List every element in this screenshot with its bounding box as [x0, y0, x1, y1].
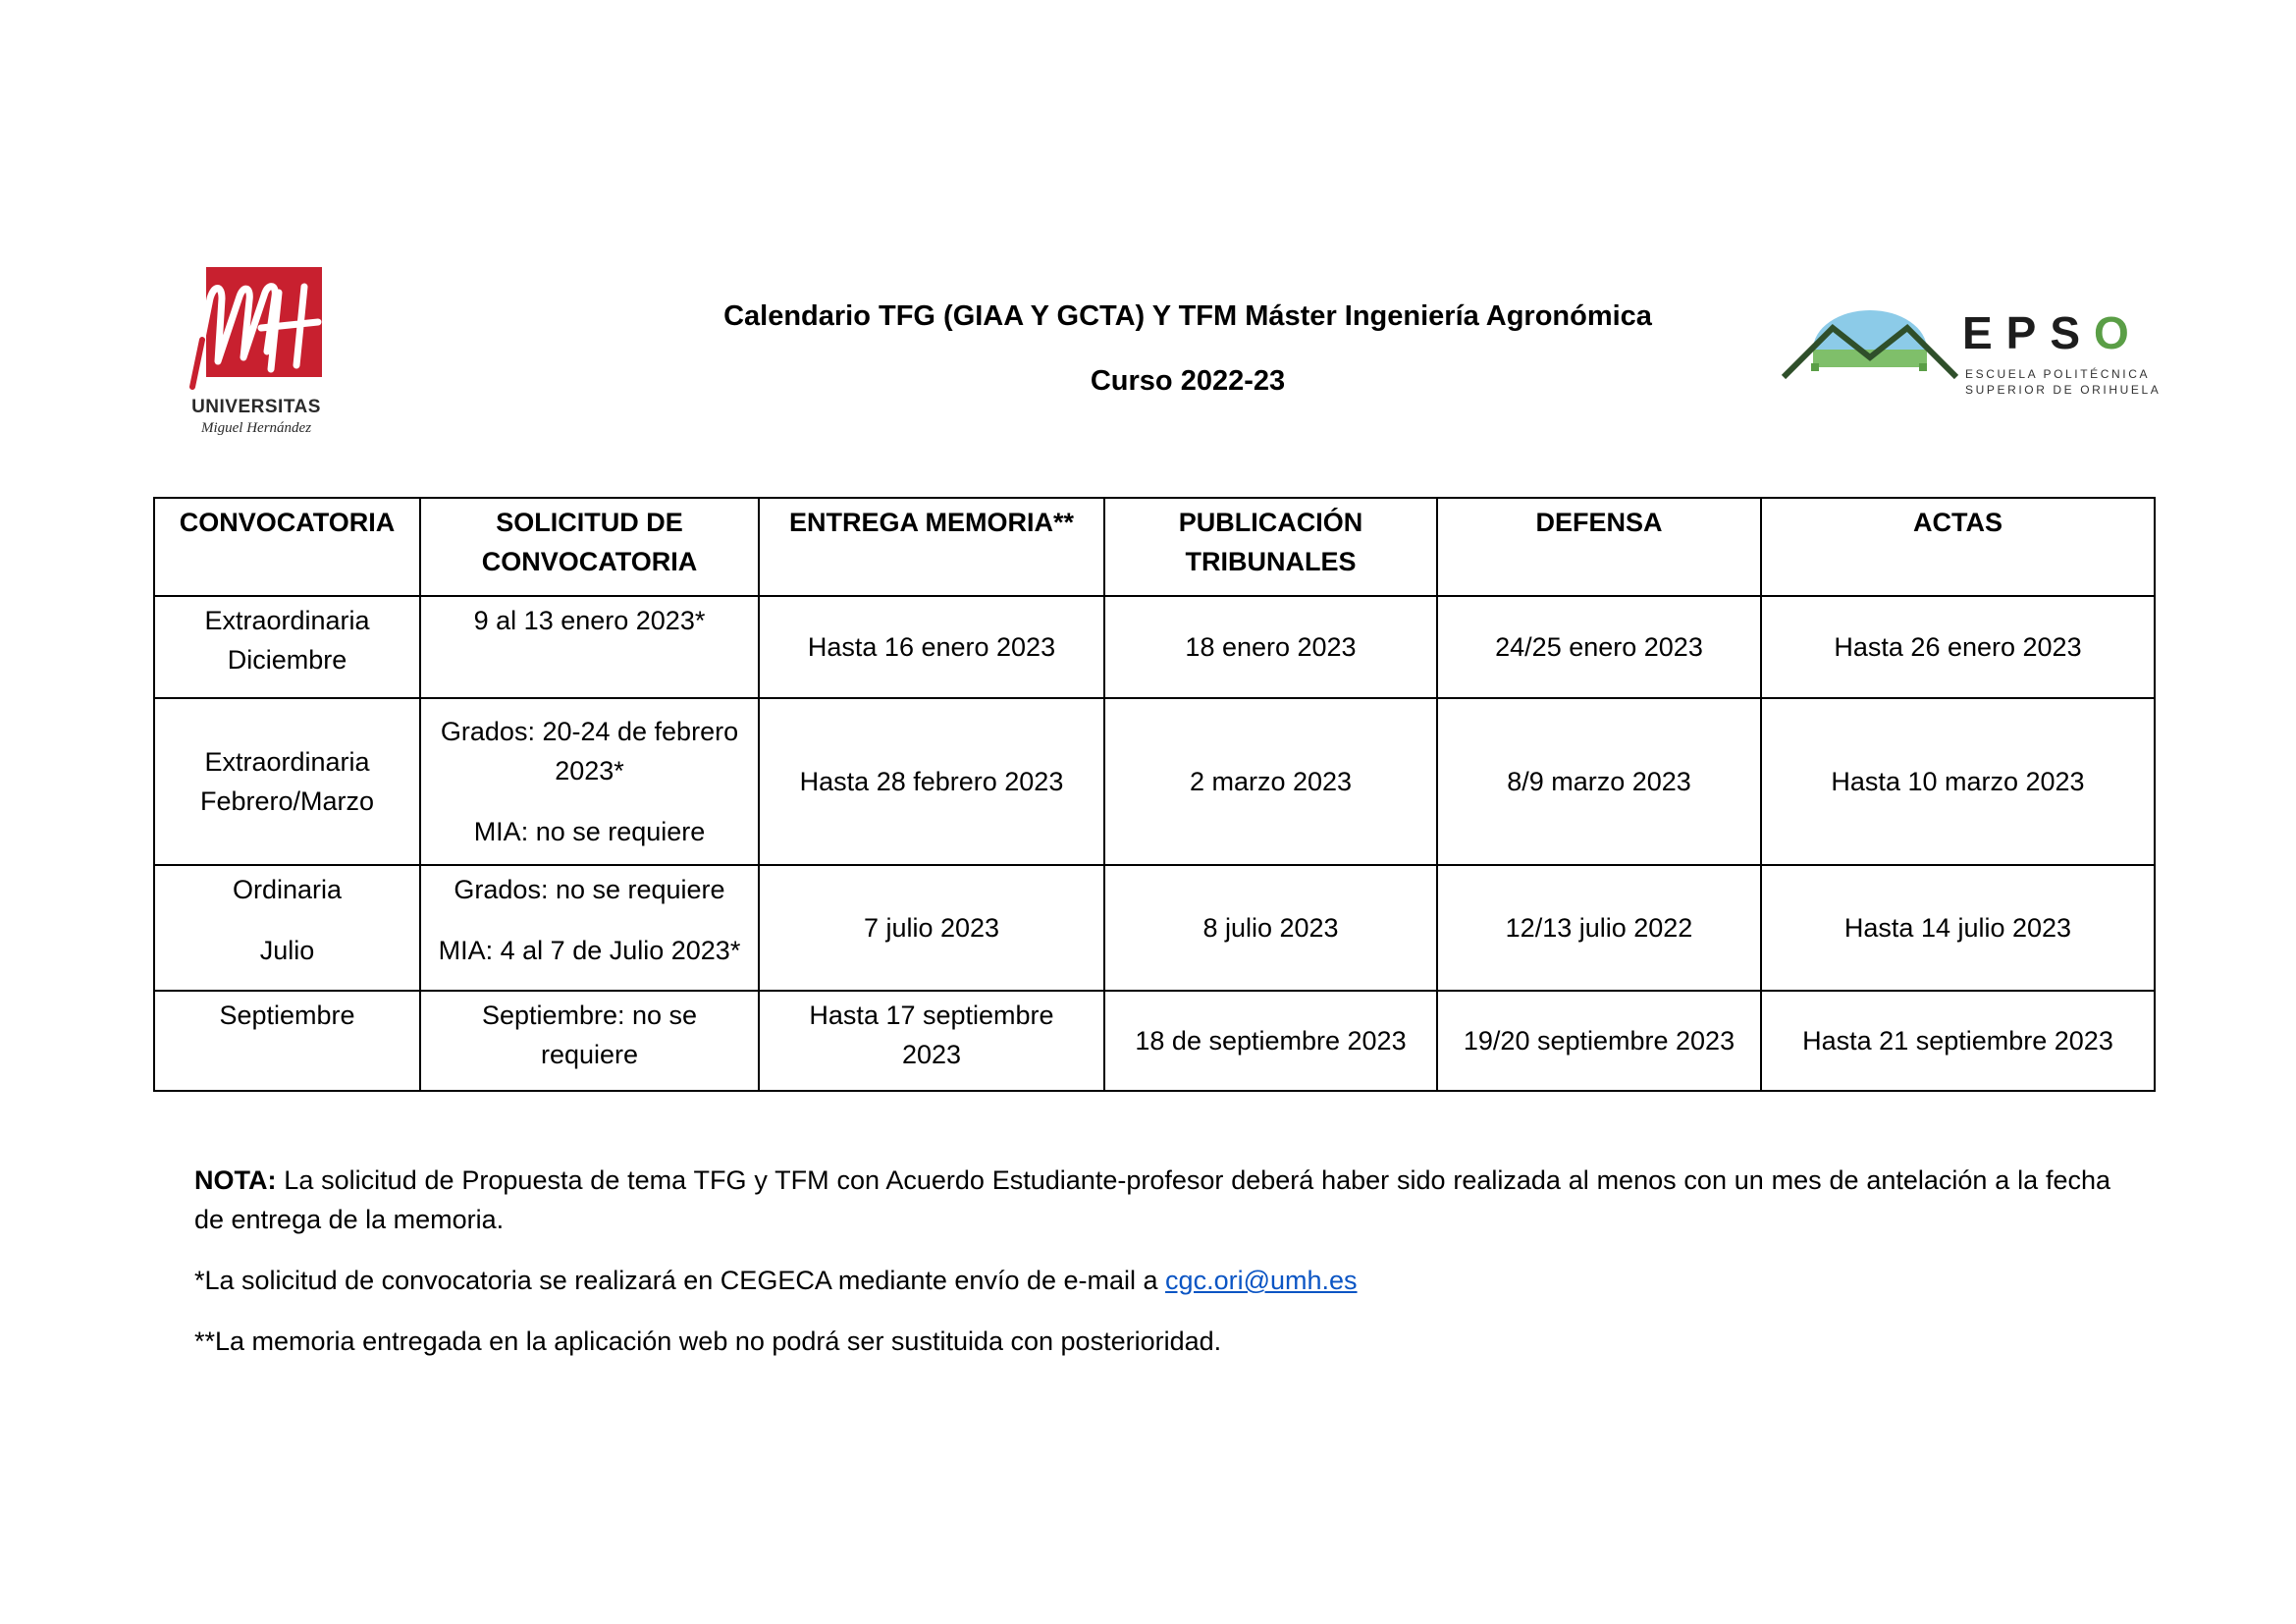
cell-text: 2023 — [901, 1040, 962, 1069]
note-solicitud-text: *La solicitud de convocatoria se realizará en CEGECA mediante envío de e-mail a — [194, 1266, 1166, 1295]
cell-text: MIA: no se requiere — [473, 817, 706, 846]
cell-actas — [1761, 865, 2155, 991]
cell-defensa — [1437, 865, 1761, 991]
header-actas — [1761, 498, 2155, 596]
cell-text: Grados: 20-24 de febrero — [440, 717, 739, 746]
header-text: ACTAS — [1913, 508, 2002, 537]
cell-text: Hasta 28 febrero 2023 — [799, 767, 1064, 796]
header-text: TRIBUNALES — [1185, 547, 1357, 576]
header-publicacion — [1104, 498, 1437, 596]
cell-publicacion — [1104, 991, 1437, 1091]
calendar-table — [153, 497, 2156, 1092]
epso-letter-o: O — [2094, 307, 2143, 358]
cell-actas — [1761, 698, 2155, 865]
note-nota-text: La solicitud de Propuesta de tema TFG y TFM con Acuerdo Estudiante-profesor deberá haber sido realizada al menos con un mes de antelación a la fecha de entrega de la memoria. — [194, 1165, 2110, 1234]
cell-text: 2 marzo 2023 — [1189, 767, 1353, 796]
cell-defensa — [1437, 991, 1761, 1091]
cell-text: Hasta 14 julio 2023 — [1843, 913, 2072, 943]
cell-publicacion — [1104, 698, 1437, 865]
epso-logo — [1782, 306, 2162, 405]
header-text: CONVOCATORIA — [481, 547, 698, 576]
umh-logo-miguel-hernandez: Miguel Hernández — [200, 420, 312, 436]
cell-entrega — [759, 698, 1104, 865]
cell-text: Extraordinaria — [204, 747, 370, 777]
note-solicitud — [194, 1261, 2110, 1300]
epso-logo-line2: SUPERIOR DE ORIHUELA — [1965, 383, 2162, 397]
cell-solicitud — [420, 865, 759, 991]
cell-text: MIA: 4 al 7 de Julio 2023* — [438, 936, 741, 965]
header-text: PUBLICACIÓN — [1178, 508, 1363, 537]
page-title: Calendario TFG (GIAA Y GCTA) Y TFM Máster Ingeniería Agronómica — [723, 300, 1652, 332]
cell-text: 12/13 julio 2022 — [1505, 913, 1693, 943]
cell-solicitud — [420, 596, 759, 698]
epso-logo-letters — [1962, 306, 2143, 359]
cell-convocatoria — [154, 991, 420, 1091]
header-convocatoria — [154, 498, 420, 596]
cell-actas — [1761, 991, 2155, 1091]
cell-text: Hasta 16 enero 2023 — [807, 632, 1056, 662]
cell-entrega — [759, 991, 1104, 1091]
notes-section — [194, 1161, 2110, 1382]
header-text: CONVOCATORIA — [179, 508, 396, 537]
cell-text: Grados: no se requiere — [454, 875, 725, 904]
cell-publicacion — [1104, 865, 1437, 991]
header-text: SOLICITUD DE — [496, 508, 683, 537]
cell-solicitud — [420, 698, 759, 865]
cell-text: 8/9 marzo 2023 — [1507, 767, 1691, 796]
cell-convocatoria — [154, 698, 420, 865]
cell-text: Hasta 17 septiembre — [809, 1001, 1054, 1030]
page-subtitle: Curso 2022-23 — [1090, 365, 1286, 397]
cell-text: Hasta 26 enero 2023 — [1834, 632, 2082, 662]
umh-logo-mark — [188, 267, 324, 393]
cell-text: Extraordinaria — [204, 606, 370, 635]
cell-actas — [1761, 596, 2155, 698]
cell-text: Ordinaria — [232, 875, 343, 904]
cell-defensa — [1437, 596, 1761, 698]
cell-text: requiere — [540, 1040, 639, 1069]
umh-logo-universitas: UNIVERSITAS — [191, 397, 321, 417]
cell-text: Septiembre: no se — [481, 1001, 698, 1030]
table-row — [154, 991, 2155, 1091]
cell-text: 19/20 septiembre 2023 — [1463, 1026, 1735, 1056]
cell-text: 18 enero 2023 — [1185, 632, 1357, 662]
cell-text: Diciembre — [227, 645, 347, 675]
cell-text: 18 de septiembre 2023 — [1135, 1026, 1407, 1056]
epso-logo-line1: ESCUELA POLITÉCNICA — [1965, 367, 2151, 381]
epso-logo-mark — [1782, 306, 1958, 385]
umh-logo — [183, 267, 330, 439]
cell-text: Septiembre — [219, 1001, 355, 1030]
cell-publicacion — [1104, 596, 1437, 698]
cell-text: 7 julio 2023 — [863, 913, 1000, 943]
cell-text: Febrero/Marzo — [199, 786, 375, 816]
table-header-row — [154, 498, 2155, 596]
cell-convocatoria — [154, 596, 420, 698]
note-nota — [194, 1161, 2110, 1239]
cell-entrega — [759, 865, 1104, 991]
cell-text: Hasta 21 septiembre 2023 — [1802, 1026, 2113, 1056]
header-text: ENTREGA MEMORIA** — [788, 508, 1074, 537]
table-row — [154, 865, 2155, 991]
cell-text: 9 al 13 enero 2023* — [473, 606, 706, 635]
note-memoria — [194, 1322, 2110, 1361]
cell-entrega — [759, 596, 1104, 698]
header-entrega-memoria — [759, 498, 1104, 596]
email-link[interactable]: cgc.ori@umh.es — [1165, 1266, 1358, 1295]
cell-text: Hasta 10 marzo 2023 — [1831, 767, 2085, 796]
cell-text: 8 julio 2023 — [1202, 913, 1339, 943]
cell-convocatoria — [154, 865, 420, 991]
cell-defensa — [1437, 698, 1761, 865]
cell-text: 2023* — [555, 756, 624, 785]
table-row — [154, 698, 2155, 865]
note-nota-label: NOTA: — [194, 1165, 277, 1195]
table-row — [154, 596, 2155, 698]
cell-solicitud — [420, 991, 759, 1091]
epso-letters-eps: EPS — [1962, 307, 2095, 358]
header-defensa — [1437, 498, 1761, 596]
header-text: DEFENSA — [1535, 508, 1663, 537]
cell-text: 24/25 enero 2023 — [1495, 632, 1703, 662]
header-solicitud — [420, 498, 759, 596]
note-memoria-text: **La memoria entregada en la aplicación web no podrá ser sustituida con posterioridad. — [194, 1326, 1222, 1356]
cell-text: Julio — [259, 936, 315, 965]
